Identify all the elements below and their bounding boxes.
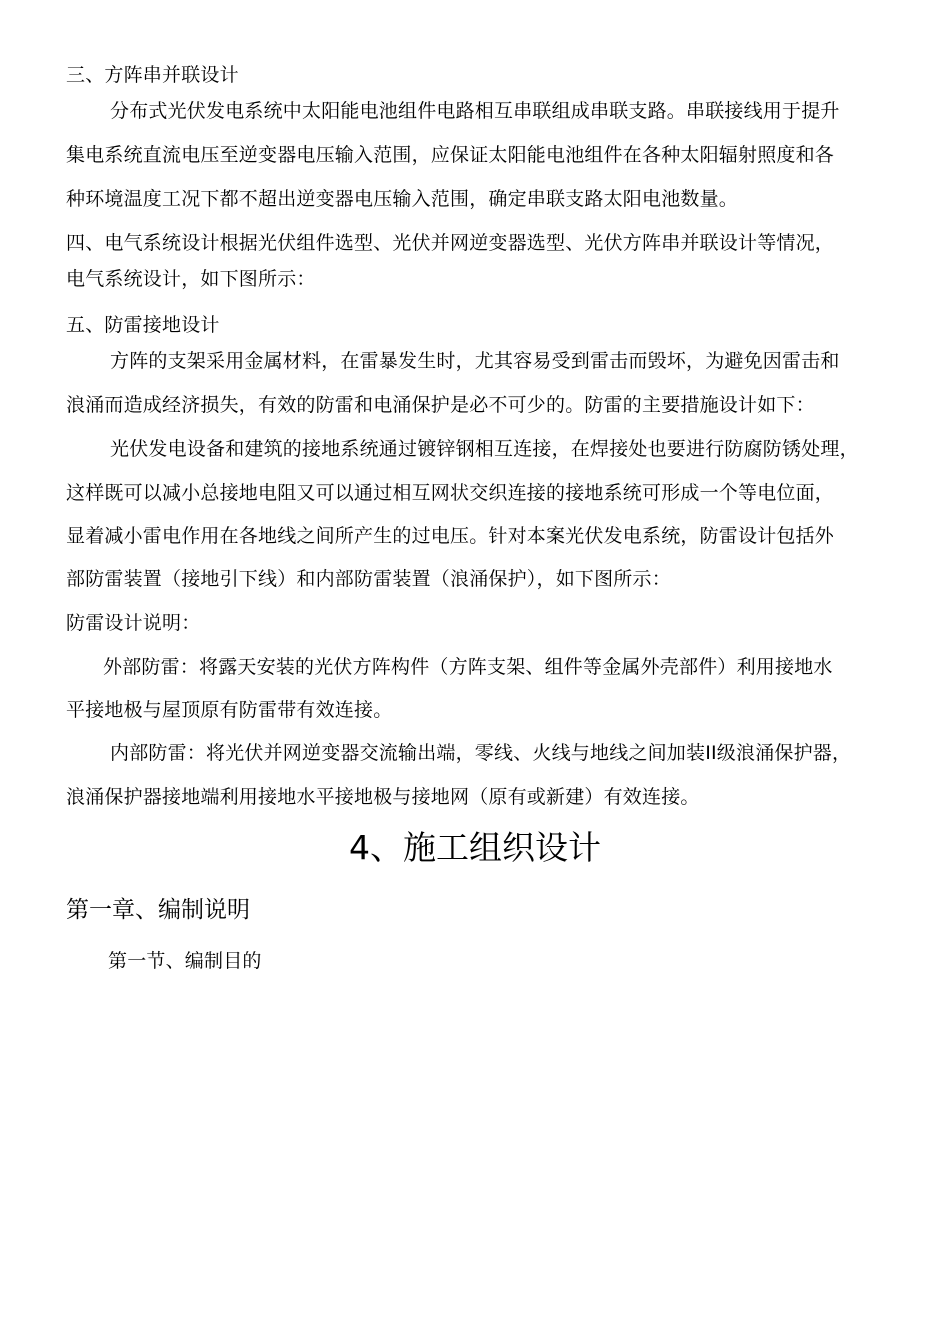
external-protection-line-2: 平接地极与屋顶原有防雷带有效连接。 xyxy=(66,699,393,721)
s3-paragraph-line-2: 集电系统直流电压至逆变器电压输入范围，应保证太阳能电池组件在各种太阳辐射照度和各 xyxy=(66,144,835,166)
section-1-heading: 第一节、编制目的 xyxy=(108,950,262,972)
internal-protection-line-2: 浪涌保护器接地端利用接地水平接地极与接地网（原有或新建）有效连接。 xyxy=(66,786,700,808)
s5-paragraph-1-line-1: 方阵的支架采用金属材料，在雷暴发生时，尤其容易受到雷击而毁坏，为避免因雷击和 xyxy=(110,350,840,372)
external-protection-line-1: 外部防雷：将露天安装的光伏方阵构件（方阵支架、组件等金属外壳部件）利用接地水 xyxy=(103,656,833,678)
internal-protection-line-1: 内部防雷：将光伏并网逆变器交流输出端，零线、火线与地线之间加装II级浪涌保护器， xyxy=(110,742,852,764)
s3-paragraph-line-3: 种环境温度工况下都不超出逆变器电压输入范围，确定串联支路太阳电池数量。 xyxy=(66,188,739,210)
s5-paragraph-2-line-2: 这样既可以减小总接地电阻又可以通过相互网状交织连接的接地系统可形成一个等电位面， xyxy=(66,482,835,504)
section-4-line-1: 四、电气系统设计根据光伏组件选型、光伏并网逆变器选型、光伏方阵串并联设计等情况， xyxy=(66,232,835,254)
s5-paragraph-1-line-2: 浪涌而造成经济损失，有效的防雷和电涌保护是必不可少的。防雷的主要措施设计如下： xyxy=(66,394,815,416)
s5-paragraph-2-line-1: 光伏发电设备和建筑的接地系统通过镀锌钢相互连接，在焊接处也要进行防腐防锈处理， xyxy=(110,438,859,460)
section-4-line-2: 电气系统设计，如下图所示： xyxy=(66,268,316,290)
s5-paragraph-2-line-4: 部防雷装置（接地引下线）和内部防雷装置（浪涌保护），如下图所示： xyxy=(66,568,671,590)
part-4-title: 4、施工组织设计 xyxy=(349,828,601,867)
lightning-note-label: 防雷设计说明： xyxy=(66,612,201,634)
section-3-heading: 三、方阵串并联设计 xyxy=(66,64,239,86)
chapter-1-heading: 第一章、编制说明 xyxy=(66,897,250,923)
s5-paragraph-2-line-3: 显着减小雷电作用在各地线之间所产生的过电压。针对本案光伏发电系统，防雷设计包括外 xyxy=(66,525,835,547)
section-5-heading: 五、防雷接地设计 xyxy=(66,314,220,336)
s3-paragraph-line-1: 分布式光伏发电系统中太阳能电池组件电路相互串联组成串联支路。串联接线用于提升 xyxy=(110,100,840,122)
